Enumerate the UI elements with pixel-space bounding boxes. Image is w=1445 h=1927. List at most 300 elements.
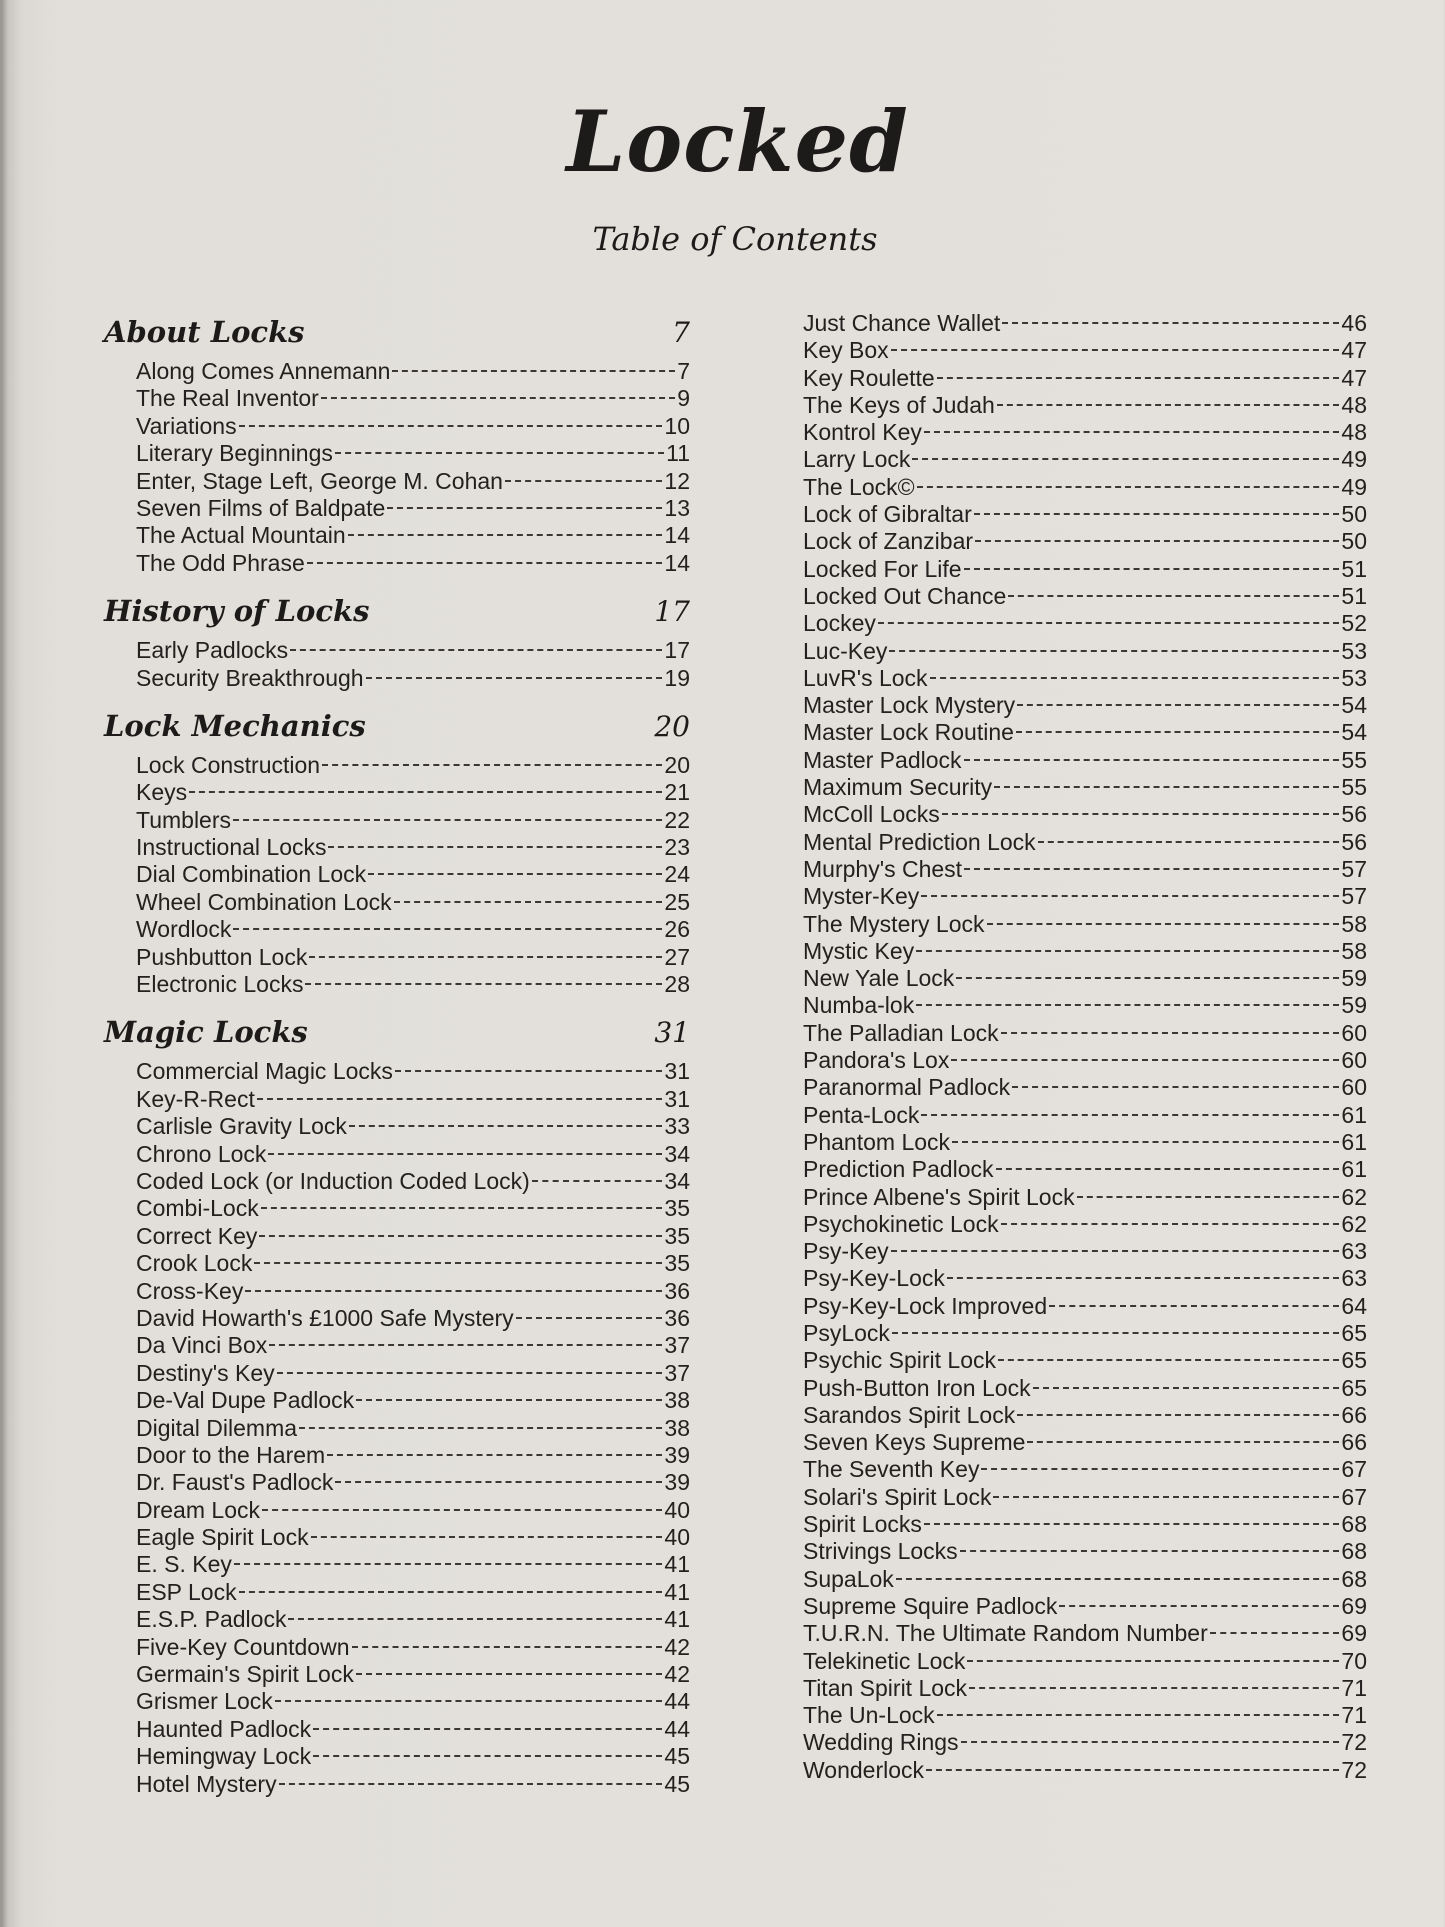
- toc-entry-title: Commercial Magic Locks: [136, 1058, 393, 1085]
- toc-entry-page: 40: [664, 1524, 690, 1551]
- toc-entry-page: 60: [1341, 1074, 1367, 1101]
- toc-entry-title: Psychic Spirit Lock: [803, 1347, 997, 1374]
- toc-entry-page: 67: [1341, 1456, 1367, 1483]
- dash-leader: [916, 1004, 1339, 1006]
- toc-entry-title: Variations: [136, 412, 237, 439]
- toc-entry-page: 53: [1341, 664, 1367, 691]
- toc-entry-page: 59: [1341, 965, 1367, 992]
- toc-entry-title: Maximum Security: [803, 774, 993, 801]
- toc-entry-page: 13: [664, 494, 690, 521]
- toc-entry-title: The Seventh Key: [803, 1456, 980, 1483]
- toc-entry-page: 50: [1341, 528, 1367, 555]
- toc-entry: [136, 1278, 690, 1305]
- toc-entry-page: 39: [664, 1441, 690, 1468]
- toc-entry-title: Wordlock: [136, 916, 232, 943]
- dash-leader: [234, 1563, 663, 1565]
- dash-leader: [366, 677, 663, 679]
- toc-entry: [803, 1320, 1367, 1347]
- dash-leader: [348, 534, 663, 536]
- dash-leader: [516, 1317, 663, 1319]
- toc-entry: [803, 446, 1367, 473]
- toc-entry: [803, 337, 1367, 364]
- toc-entry-title: Lock Construction: [136, 751, 321, 778]
- toc-entry-page: 56: [1341, 801, 1367, 828]
- toc-entry-page: 45: [664, 1770, 690, 1797]
- toc-entry-title: Luc-Key: [803, 637, 888, 664]
- toc-entry-title: Prince Albene's Spirit Lock: [803, 1183, 1075, 1210]
- toc-entry-title: Just Chance Wallet: [803, 310, 1001, 336]
- dash-leader: [392, 370, 675, 372]
- dash-leader: [998, 1359, 1339, 1361]
- toc-section: [104, 702, 690, 999]
- toc-entry-page: 14: [664, 522, 690, 549]
- dash-leader: [921, 895, 1339, 897]
- dash-leader: [313, 1728, 662, 1730]
- toc-entry-title: Wheel Combination Lock: [136, 888, 392, 915]
- toc-entry-page: 68: [1341, 1565, 1367, 1592]
- toc-entry-title: Telekinetic Lock: [803, 1647, 966, 1674]
- section-heading: [104, 1008, 690, 1056]
- toc-entry-page: 7: [677, 358, 690, 384]
- toc-entry-page: 47: [1341, 364, 1367, 391]
- toc-entry-title: Phantom Lock: [803, 1128, 951, 1155]
- toc-entry-page: 28: [664, 971, 690, 998]
- toc-entry-page: 12: [664, 467, 690, 494]
- toc-entry: [803, 1293, 1367, 1320]
- toc-entry-title: PsyLock: [803, 1319, 890, 1346]
- toc-entry-page: 60: [1341, 1019, 1367, 1046]
- toc-entry: [803, 501, 1367, 528]
- toc-entry-page: 58: [1341, 910, 1367, 937]
- dash-leader: [505, 480, 662, 482]
- toc-entry: [803, 965, 1367, 992]
- dash-leader: [937, 1714, 1340, 1716]
- dash-leader: [1027, 1441, 1339, 1443]
- toc-entry: [136, 1469, 690, 1496]
- dash-leader: [926, 1769, 1339, 1771]
- toc-entry: [803, 419, 1367, 446]
- toc-entry-title: Carlisle Gravity Lock: [136, 1113, 347, 1140]
- dash-leader: [277, 1372, 663, 1374]
- toc-entry-page: 35: [664, 1250, 690, 1277]
- toc-entry-page: 36: [664, 1277, 690, 1304]
- toc-entry-title: Murphy's Chest: [803, 855, 963, 882]
- toc-entry: [803, 992, 1367, 1019]
- toc-entry-page: 47: [1341, 337, 1367, 364]
- toc-entry-title: LuvR's Lock: [803, 664, 928, 691]
- toc-entry-page: 58: [1341, 937, 1367, 964]
- toc-entry-title: Lock of Gibraltar: [803, 501, 972, 528]
- toc-entry-title: Correct Key: [136, 1222, 258, 1249]
- toc-entry: [803, 1129, 1367, 1156]
- toc-entry-page: 69: [1341, 1620, 1367, 1647]
- toc-entry-title: Strivings Locks: [803, 1538, 958, 1565]
- toc-entry-title: Keys: [136, 779, 188, 806]
- dash-leader: [912, 458, 1339, 460]
- section-page: 7: [672, 316, 690, 349]
- toc-entry-title: Paranormal Padlock: [803, 1074, 1011, 1101]
- dash-leader: [921, 1114, 1339, 1116]
- toc-entry-title: Larry Lock: [803, 446, 911, 473]
- toc-entry-title: New Yale Lock: [803, 965, 955, 992]
- dash-leader: [975, 540, 1339, 542]
- toc-entry: [803, 365, 1367, 392]
- toc-entry: [803, 1156, 1367, 1183]
- dash-leader: [269, 1344, 662, 1346]
- toc-entry-page: 61: [1341, 1156, 1367, 1183]
- dash-leader: [1008, 595, 1339, 597]
- dash-leader: [969, 1687, 1339, 1689]
- toc-entry: [803, 528, 1367, 555]
- toc-entry: [803, 610, 1367, 637]
- toc-entry-title: Tumblers: [136, 806, 231, 833]
- dash-leader: [245, 1290, 662, 1292]
- dash-leader: [987, 923, 1340, 925]
- toc-entry-page: 33: [664, 1113, 690, 1140]
- dash-leader: [1012, 1086, 1339, 1088]
- toc-entry-title: Locked For Life: [803, 555, 962, 582]
- toc-entry-page: 9: [677, 385, 690, 412]
- toc-entry-title: Wonderlock: [803, 1756, 925, 1783]
- toc-entry-title: Coded Lock (or Induction Coded Lock): [136, 1167, 530, 1194]
- dash-leader: [951, 1059, 1339, 1061]
- toc-entry: [803, 638, 1367, 665]
- toc-entry-page: 42: [664, 1633, 690, 1660]
- dash-leader: [1001, 1032, 1340, 1034]
- toc-entry: [803, 392, 1367, 419]
- toc-entry-title: Cross-Key: [136, 1277, 244, 1304]
- dash-leader: [233, 819, 662, 821]
- toc-entry-page: 71: [1341, 1674, 1367, 1701]
- dash-leader: [942, 813, 1340, 815]
- section-heading: [104, 702, 690, 750]
- toc-entry-page: 54: [1341, 719, 1367, 746]
- dash-leader: [1210, 1632, 1340, 1634]
- toc-entry-page: 17: [664, 637, 690, 664]
- dash-leader: [896, 1578, 1340, 1580]
- dash-leader: [964, 759, 1340, 761]
- toc-entry-page: 50: [1341, 501, 1367, 528]
- toc-entry-title: The Mystery Lock: [803, 910, 985, 937]
- toc-entry-page: 63: [1341, 1265, 1367, 1292]
- toc-entry: [803, 1484, 1367, 1511]
- toc-entry: [803, 1102, 1367, 1129]
- toc-entry-title: Door to the Harem: [136, 1441, 326, 1468]
- toc-entry-title: Mystic Key: [803, 937, 915, 964]
- toc-entry: [136, 468, 690, 495]
- toc-entry: [803, 1375, 1367, 1402]
- toc-entry: [803, 1456, 1367, 1483]
- dash-leader: [233, 928, 662, 930]
- toc-entry: [136, 413, 690, 440]
- toc-entry-list: [136, 358, 690, 577]
- dash-leader: [395, 1070, 663, 1072]
- toc-entry: [803, 1648, 1367, 1675]
- dash-leader: [1033, 1387, 1340, 1389]
- toc-entry: [136, 1551, 690, 1578]
- toc-entry-title: Seven Keys Supreme: [803, 1429, 1026, 1456]
- toc-left-column: [104, 308, 690, 1808]
- toc-entry-title: Eagle Spirit Lock: [136, 1524, 309, 1551]
- dash-leader: [299, 1427, 662, 1429]
- dash-leader: [356, 1673, 663, 1675]
- toc-entry-title: ESP Lock: [136, 1578, 237, 1605]
- toc-entry-page: 14: [664, 549, 690, 576]
- toc-entry-page: 41: [664, 1551, 690, 1578]
- toc-entry: [803, 1402, 1367, 1429]
- toc-entry: [803, 1675, 1367, 1702]
- dash-leader: [394, 901, 663, 903]
- toc-entry-title: Haunted Padlock: [136, 1715, 312, 1742]
- toc-entry-page: 55: [1341, 746, 1367, 773]
- dash-leader: [994, 786, 1339, 788]
- dash-leader: [960, 1550, 1340, 1552]
- toc-entry: [803, 1238, 1367, 1265]
- toc-entry-title: E. S. Key: [136, 1551, 232, 1578]
- toc-entry-page: 51: [1341, 582, 1367, 609]
- toc-entry: [136, 1195, 690, 1222]
- toc-entry: [136, 440, 690, 467]
- toc-section: [104, 587, 690, 692]
- dash-leader: [1059, 1605, 1339, 1607]
- dash-leader: [328, 846, 662, 848]
- toc-entry-title: Key-R-Rect: [136, 1085, 255, 1112]
- toc-entry-page: 56: [1341, 828, 1367, 855]
- toc-entry-page: 23: [664, 834, 690, 861]
- toc-entry-page: 66: [1341, 1401, 1367, 1428]
- toc-entry: [136, 637, 690, 664]
- toc-entry-title: Supreme Squire Padlock: [803, 1592, 1058, 1619]
- toc-entry-title: Master Lock Mystery: [803, 692, 1016, 719]
- dash-leader: [290, 649, 662, 651]
- toc-entry-page: 44: [664, 1715, 690, 1742]
- dash-leader: [878, 622, 1340, 624]
- toc-entry-title: Five-Key Countdown: [136, 1633, 350, 1660]
- dash-leader: [288, 1618, 662, 1620]
- dash-leader: [368, 873, 662, 875]
- toc-entry: [803, 1211, 1367, 1238]
- dash-leader: [961, 1741, 1340, 1743]
- toc-entry: [136, 1141, 690, 1168]
- toc-entry-title: Key Roulette: [803, 364, 935, 391]
- toc-entry-list: [136, 1058, 690, 1798]
- toc-entry-page: 49: [1341, 446, 1367, 473]
- toc-entry-title: Numba-lok: [803, 992, 915, 1019]
- dash-leader: [307, 562, 663, 564]
- toc-entry: [136, 550, 690, 577]
- toc-entry-title: Master Lock Routine: [803, 719, 1014, 746]
- toc-entry-title: Dr. Faust's Padlock: [136, 1469, 334, 1496]
- toc-entry-page: 67: [1341, 1483, 1367, 1510]
- toc-entry-title: Master Padlock: [803, 746, 962, 773]
- toc-entry-title: Mental Prediction Lock: [803, 828, 1036, 855]
- toc-entry-page: 37: [664, 1359, 690, 1386]
- toc-entry: [803, 556, 1367, 583]
- dash-leader: [889, 650, 1339, 652]
- toc-entry-page: 34: [664, 1167, 690, 1194]
- toc-entry-page: 42: [664, 1661, 690, 1688]
- toc-entry: [803, 1020, 1367, 1047]
- toc-entry-title: Spirit Locks: [803, 1511, 922, 1538]
- dash-leader: [313, 1755, 662, 1757]
- toc-entry-title: Pushbutton Lock: [136, 943, 308, 970]
- toc-entry-page: 49: [1341, 473, 1367, 500]
- toc-entry-title: The Lock©: [803, 473, 915, 500]
- dash-leader: [964, 568, 1340, 570]
- toc-entry: [136, 1086, 690, 1113]
- toc-entry-title: Germain's Spirit Lock: [136, 1661, 354, 1688]
- toc-entry: [803, 801, 1367, 828]
- toc-entry-page: 63: [1341, 1238, 1367, 1265]
- toc-entry: [136, 1113, 690, 1140]
- toc-entry: [136, 1442, 690, 1469]
- toc-entry-title: Sarandos Spirit Lock: [803, 1401, 1016, 1428]
- toc-entry-title: Key Box: [803, 337, 889, 364]
- toc-entry: [136, 1223, 690, 1250]
- toc-entry: [136, 1634, 690, 1661]
- toc-entry: [803, 665, 1367, 692]
- toc-entry-page: 41: [664, 1606, 690, 1633]
- toc-entry-title: Hotel Mystery: [136, 1770, 277, 1797]
- toc-entry: [136, 1743, 690, 1770]
- toc-entry-list: [136, 752, 690, 999]
- toc-entry-page: 72: [1341, 1756, 1367, 1783]
- toc-entry-title: The Real Inventor: [136, 385, 319, 412]
- toc-entry: [803, 692, 1367, 719]
- toc-entry: [136, 1579, 690, 1606]
- dash-leader: [891, 349, 1340, 351]
- toc-entry: [136, 522, 690, 549]
- toc-entry-page: 40: [664, 1496, 690, 1523]
- toc-entry: [136, 1415, 690, 1442]
- toc-entry-page: 72: [1341, 1729, 1367, 1756]
- toc-entry-title: The Palladian Lock: [803, 1019, 999, 1046]
- toc-entry: [803, 474, 1367, 501]
- toc-entry-title: Instructional Locks: [136, 834, 327, 861]
- dash-leader: [1016, 731, 1339, 733]
- dash-leader: [335, 1481, 662, 1483]
- toc-entry-title: Pandora's Lox: [803, 1047, 950, 1074]
- toc-entry: [136, 1168, 690, 1195]
- dash-leader: [952, 1141, 1339, 1143]
- dash-leader: [189, 791, 662, 793]
- toc-entry-page: 60: [1341, 1047, 1367, 1074]
- toc-entry: [136, 1688, 690, 1715]
- toc-entry-page: 61: [1341, 1101, 1367, 1128]
- dash-leader: [262, 1509, 662, 1511]
- toc-entry: [136, 1661, 690, 1688]
- toc-entry-page: 37: [664, 1332, 690, 1359]
- toc-entry-page: 55: [1341, 774, 1367, 801]
- dash-leader: [1017, 1414, 1339, 1416]
- dash-leader: [924, 1523, 1340, 1525]
- section-page: 20: [654, 709, 690, 743]
- toc-entry: [136, 1332, 690, 1359]
- toc-entry: [803, 1347, 1367, 1374]
- dash-leader: [305, 983, 662, 985]
- toc-entry: [803, 1511, 1367, 1538]
- dash-leader: [321, 397, 675, 399]
- dash-leader: [1017, 704, 1339, 706]
- toc-subtitle: Table of Contents: [592, 220, 878, 258]
- toc-entry: [136, 1387, 690, 1414]
- toc-entry-page: 10: [664, 412, 690, 439]
- toc-entry-title: Titan Spirit Lock: [803, 1674, 968, 1701]
- dash-leader: [937, 377, 1340, 379]
- toc-entry-title: Grismer Lock: [136, 1688, 273, 1715]
- toc-entry: [803, 1702, 1367, 1729]
- toc-entry-title: Dial Combination Lock: [136, 861, 367, 888]
- toc-entry-title: The Keys of Judah: [803, 391, 995, 418]
- toc-entry-title: Kontrol Key: [803, 419, 922, 446]
- toc-entry-title: Lockey: [803, 610, 876, 637]
- toc-entry: [803, 774, 1367, 801]
- toc-entry: [803, 1265, 1367, 1292]
- toc-entry-page: 68: [1341, 1511, 1367, 1538]
- toc-entry-page: 24: [664, 861, 690, 888]
- dash-leader: [981, 1468, 1339, 1470]
- toc-entry: [136, 916, 690, 943]
- toc-entry-title: Early Padlocks: [136, 637, 289, 664]
- dash-leader: [257, 1098, 663, 1100]
- toc-entry: [803, 1757, 1367, 1784]
- toc-entry-page: 52: [1341, 610, 1367, 637]
- dash-leader: [964, 868, 1339, 870]
- toc-entry-page: 31: [664, 1085, 690, 1112]
- section-heading: [104, 308, 690, 356]
- toc-entry-title: Electronic Locks: [136, 971, 304, 998]
- dash-leader: [1038, 841, 1340, 843]
- dash-leader: [993, 1496, 1339, 1498]
- toc-entry-title: Prediction Padlock: [803, 1156, 994, 1183]
- toc-entry: [803, 1620, 1367, 1647]
- section-heading: [104, 587, 690, 635]
- toc-entry-title: Myster-Key: [803, 883, 920, 910]
- toc-entry-page: 61: [1341, 1128, 1367, 1155]
- dash-leader: [930, 677, 1340, 679]
- dash-leader: [356, 1399, 662, 1401]
- dash-leader: [239, 1591, 663, 1593]
- toc-entry: [803, 1538, 1367, 1565]
- toc-entry: [803, 747, 1367, 774]
- toc-entry-title: Enter, Stage Left, George M. Cohan: [136, 467, 503, 494]
- section-title: Magic Locks: [104, 1015, 308, 1050]
- toc-entry: [136, 889, 690, 916]
- toc-entry-page: 22: [664, 806, 690, 833]
- toc-entry-page: 59: [1341, 992, 1367, 1019]
- toc-entry: [136, 1606, 690, 1633]
- toc-entry-page: 65: [1341, 1319, 1367, 1346]
- toc-entry: [136, 944, 690, 971]
- toc-entry: [803, 310, 1367, 337]
- toc-entry-list: [803, 310, 1367, 1784]
- toc-entry-title: Combi-Lock: [136, 1195, 259, 1222]
- dash-leader: [974, 513, 1340, 515]
- dash-leader: [349, 1125, 663, 1127]
- dash-leader: [311, 1536, 663, 1538]
- toc-entry-title: Da Vinci Box: [136, 1332, 268, 1359]
- toc-entry-page: 35: [664, 1195, 690, 1222]
- section-title: Lock Mechanics: [104, 708, 366, 743]
- toc-entry: [136, 385, 690, 412]
- toc-entry: [803, 1729, 1367, 1756]
- dash-leader: [352, 1646, 663, 1648]
- toc-entry-page: 20: [664, 751, 690, 778]
- toc-entry: [803, 883, 1367, 910]
- toc-entry-title: Psy-Key-Lock Improved: [803, 1292, 1048, 1319]
- toc-entry: [136, 495, 690, 522]
- toc-section: [104, 308, 690, 577]
